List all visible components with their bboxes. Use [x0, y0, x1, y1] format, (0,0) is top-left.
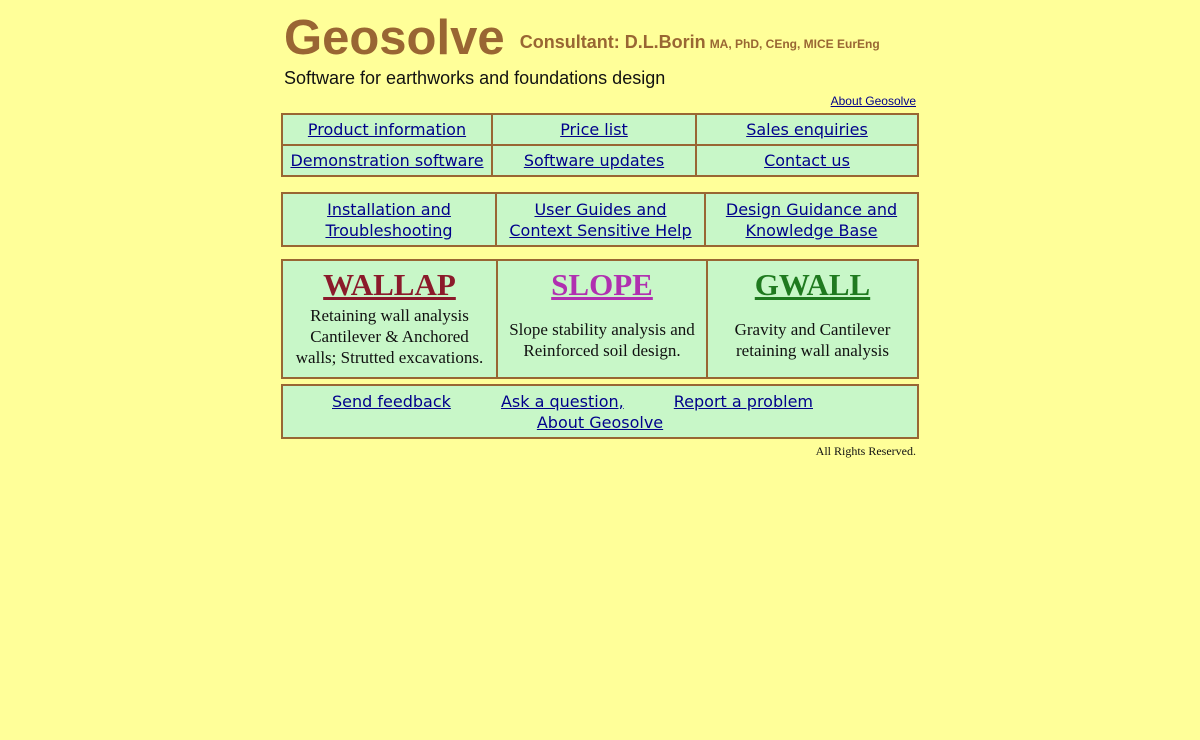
- gwall-link[interactable]: GWALL: [754, 267, 871, 302]
- design-guidance-link[interactable]: [726, 200, 897, 240]
- link-line: Design Guidance and: [725, 199, 898, 219]
- nav-row: [282, 193, 918, 246]
- feedback-table: [281, 384, 919, 439]
- installation-troubleshooting-link[interactable]: [325, 200, 452, 240]
- link-line: Troubleshooting: [325, 220, 453, 240]
- feedback-links: [287, 391, 913, 412]
- feedback-row: [282, 385, 918, 438]
- nav-cell: [696, 145, 918, 176]
- nav-row: [282, 145, 918, 176]
- nav-cell: [705, 193, 918, 246]
- product-cell-slope: [497, 260, 707, 378]
- nav-cell: [282, 114, 492, 145]
- consultant-line: [520, 32, 880, 53]
- nav-cell: [282, 193, 496, 246]
- feedback-cell: [282, 385, 918, 438]
- link-line: Context Sensitive Help: [509, 220, 692, 240]
- desc-line: Slope stability analysis and: [509, 320, 695, 339]
- desc-line: Cantilever & Anchored: [310, 327, 469, 346]
- link-line: Knowledge Base: [745, 220, 878, 240]
- desc-line: walls; Strutted excavations.: [295, 348, 484, 367]
- page-header: [284, 10, 924, 88]
- nav-cell: [696, 114, 918, 145]
- nav-cell: [282, 145, 492, 176]
- contact-us-link[interactable]: Contact us: [764, 151, 850, 170]
- slope-description: [502, 319, 702, 361]
- consultant-qualifications: MA, PhD, CEng, MICE EurEng: [709, 37, 880, 51]
- wallap-description: [287, 305, 492, 368]
- product-information-link[interactable]: Product information: [307, 120, 467, 139]
- main-nav-table: [281, 113, 919, 177]
- products-row: [282, 260, 918, 378]
- ask-question-link[interactable]: Ask a question,: [500, 391, 624, 411]
- products-table: [281, 259, 919, 379]
- product-cell-gwall: [707, 260, 918, 378]
- tagline: Software for earthworks and foundations design: [284, 68, 666, 88]
- demonstration-software-link[interactable]: Demonstration software: [290, 151, 484, 170]
- brand-title: Geosolve: [284, 11, 505, 65]
- report-problem-link[interactable]: Report a problem: [673, 391, 813, 411]
- consultant-name: Consultant: D.L.Borin: [519, 32, 706, 52]
- desc-line: Reinforced soil design.: [523, 341, 681, 360]
- software-updates-link[interactable]: Software updates: [523, 151, 665, 170]
- nav-cell: [496, 193, 705, 246]
- nav-cell: [492, 145, 696, 176]
- desc-line: Gravity and Cantilever: [734, 320, 891, 339]
- about-geosolve-link-bottom[interactable]: About Geosolve: [536, 412, 664, 432]
- support-nav-table: [281, 192, 919, 247]
- product-cell-wallap: [282, 260, 497, 378]
- copyright-notice: All Rights Reserved.: [815, 444, 916, 458]
- user-guides-help-link[interactable]: [509, 200, 691, 240]
- nav-row: [282, 114, 918, 145]
- sales-enquiries-link[interactable]: Sales enquiries: [746, 120, 868, 139]
- desc-line: Retaining wall analysis: [310, 306, 469, 325]
- gwall-description: [712, 319, 913, 361]
- about-geosolve-link-top[interactable]: About Geosolve: [830, 94, 916, 108]
- price-list-link[interactable]: Price list: [560, 120, 628, 139]
- link-line: Installation and: [327, 199, 451, 219]
- slope-link[interactable]: SLOPE: [551, 267, 653, 302]
- nav-cell: [492, 114, 696, 145]
- wallap-link[interactable]: WALLAP: [323, 267, 456, 302]
- send-feedback-link[interactable]: Send feedback: [332, 391, 451, 411]
- link-line: User Guides and: [534, 199, 667, 219]
- desc-line: retaining wall analysis: [736, 341, 889, 360]
